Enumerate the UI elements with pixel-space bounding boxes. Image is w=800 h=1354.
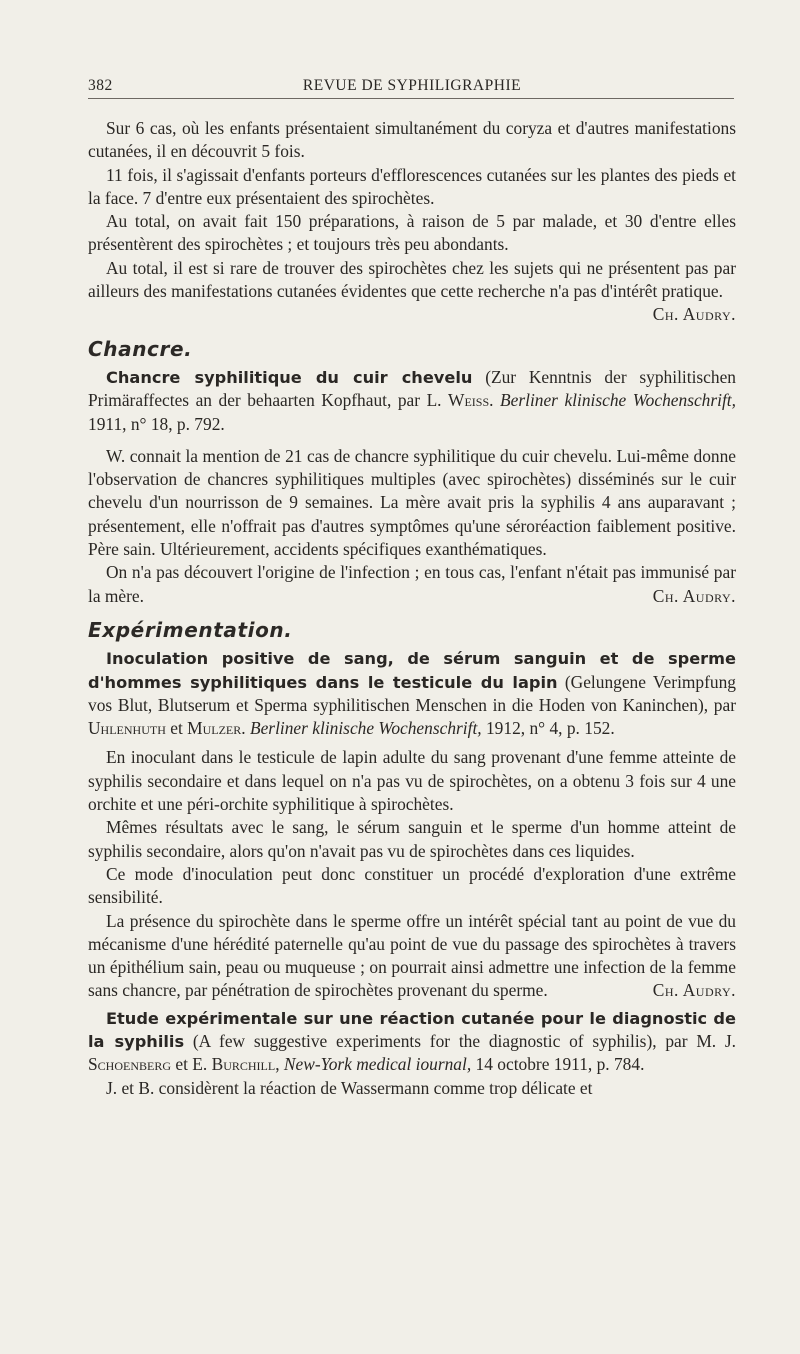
signature: Ch. Audry.	[652, 980, 736, 1001]
inoculation-paragraph-4	[88, 910, 736, 1003]
running-header	[88, 70, 736, 96]
reference-text: et	[165, 718, 188, 739]
signature: Ch. Audry.	[652, 585, 736, 606]
reference-text: .	[489, 390, 500, 411]
section-title-chancre: Chancre.	[88, 336, 193, 361]
inoculation-paragraph-1: En inoculant dans le testicule de lapin adulte du sang provenant d'une femme atteinte de syphilis secondaire et dans lequel on n'a pas vu de spirochètes, on a obtenu 3 fois sur 4 une orchite et une péri-orchite syphilitique à spirochètes.	[88, 747, 736, 815]
journal-name: New-York medical iournal,	[283, 1054, 472, 1075]
reference-text: (Zur Kenntnis der syphilitischen Primäraffectes an der behaarten Kopfhaut, par L.	[88, 366, 736, 411]
reference-text: et E.	[171, 1054, 212, 1075]
intro-paragraph-3: Au total, on avait fait 150 préparations, à raison de 5 par malade, et 30 d'entre elles présentèrent des spirochètes ; et toujours très peu abondants.	[88, 211, 736, 255]
intro-paragraph-4	[88, 257, 736, 325]
chancre-paragraph-2-text: On n'a pas découvert l'origine de l'infection ; en tous cas, l'enfant n'était pas immunisé par la mère.	[88, 562, 736, 606]
section-title-experimentation: Expérimentation.	[88, 617, 293, 642]
inoculation-paragraph-4-text: La présence du spirochète dans le sperme offre un intérêt spécial tant au point de vue du mécanisme d'une hérédité paternelle qu'au point de vue du passage des spirochètes à travers un épithélium sain, peau ou muqueuse ; on pourrait ainsi admettre une infection de la femme sans chancre, par pénétration de spirochètes provenant du sperme.	[88, 910, 736, 1001]
author-name: Weiss	[448, 390, 490, 411]
running-title: REVUE DE SYPHILIGRAPHIE	[302, 77, 522, 94]
reference-text: .	[241, 718, 250, 739]
intro-paragraph-2: 11 fois, il s'agissait d'enfants porteurs d'efflorescences cutanées sur les plantes des pieds et la face. 7 d'entre eux présentaient des spirochètes.	[88, 164, 736, 208]
journal-name: Berliner klinische Wochenschrift,	[249, 718, 482, 739]
intro-paragraph-1: Sur 6 cas, où les enfants présentaient simultanément du coryza et d'autres manifestations cutanées, il en découvrit 5 fois.	[88, 118, 736, 162]
signature: Ch. Audry.	[652, 304, 736, 325]
inoculation-paragraph-3: Ce mode d'inoculation peut donc constituer un procédé d'exploration d'une extrême sensibilité.	[88, 863, 736, 908]
reference-text: (A few suggestive experiments for the diagnostic of syphilis), par M. J.	[184, 1030, 737, 1051]
chancre-paragraph-2	[88, 561, 736, 608]
article-reference-etude	[88, 1007, 736, 1077]
inoculation-paragraph-2: Mêmes résultats avec le sang, le sérum sanguin et le sperme d'un homme atteint de syphilis secondaire, alors qu'on n'avait pas vu de spirochètes dans ces liquides.	[88, 817, 736, 861]
article-title: Inoculation positive de sang, de sérum sanguin et de sperme d'hommes syphilitiques dans le testicule du lapin	[88, 649, 736, 692]
reference-text: (Gelungene Verimpfung vos Blut, Blutserum et Sperma syphilitischen Menschen in die Hoden von Kaninchen), par	[88, 671, 736, 715]
author-name: Burchill	[211, 1054, 276, 1075]
reference-text: 1911, n° 18, p. 792.	[88, 413, 225, 434]
reference-text: ,	[275, 1054, 284, 1075]
article-reference-chancre	[88, 366, 736, 436]
intro-paragraph-4-text: Au total, il est si rare de trouver des spirochètes chez les sujets qui ne présentent pas par ailleurs des manifestations cutanées évidentes que cette recherche n'a pas d'intérêt pratique.	[88, 257, 736, 302]
author-name: Mulzer	[187, 718, 242, 739]
reference-text: 1912, n° 4, p. 152.	[481, 718, 615, 739]
journal-name: Berliner klinische Wochenschrift,	[500, 390, 736, 411]
article-title: Etude expérimentale sur une réaction cutanée pour le diagnostic de la syphilis	[88, 1008, 736, 1051]
author-name: Schoenberg	[88, 1054, 172, 1075]
reference-text: 14 octobre 1911, p. 784.	[471, 1054, 645, 1075]
etude-paragraph-1: J. et B. considèrent la réaction de Wassermann comme trop délicate et	[106, 1077, 593, 1098]
article-reference-inoculation	[88, 647, 736, 740]
page-number: 382	[88, 77, 113, 94]
journal-page	[88, 70, 736, 1100]
chancre-paragraph-1: W. connait la mention de 21 cas de chancre syphilitique du cuir chevelu. Lui-même donne l'observation de chancres syphilitiques multiples (avec spirochètes) disséminés sur le cuir chevelu d'un nourrisson de 9 semaines. La mère avait pris la syphilis 4 ans auparavant ; présentement, elle n'offrait pas d'autres symptômes qu'une séroréaction faiblement positive. Père sain. Ultérieurement, accidents spécifiques exanthématiques.	[88, 445, 736, 560]
author-name: Uhlenhuth	[88, 718, 166, 739]
header-rule	[88, 98, 734, 99]
article-title: Chancre syphilitique du cuir chevelu	[106, 367, 473, 387]
